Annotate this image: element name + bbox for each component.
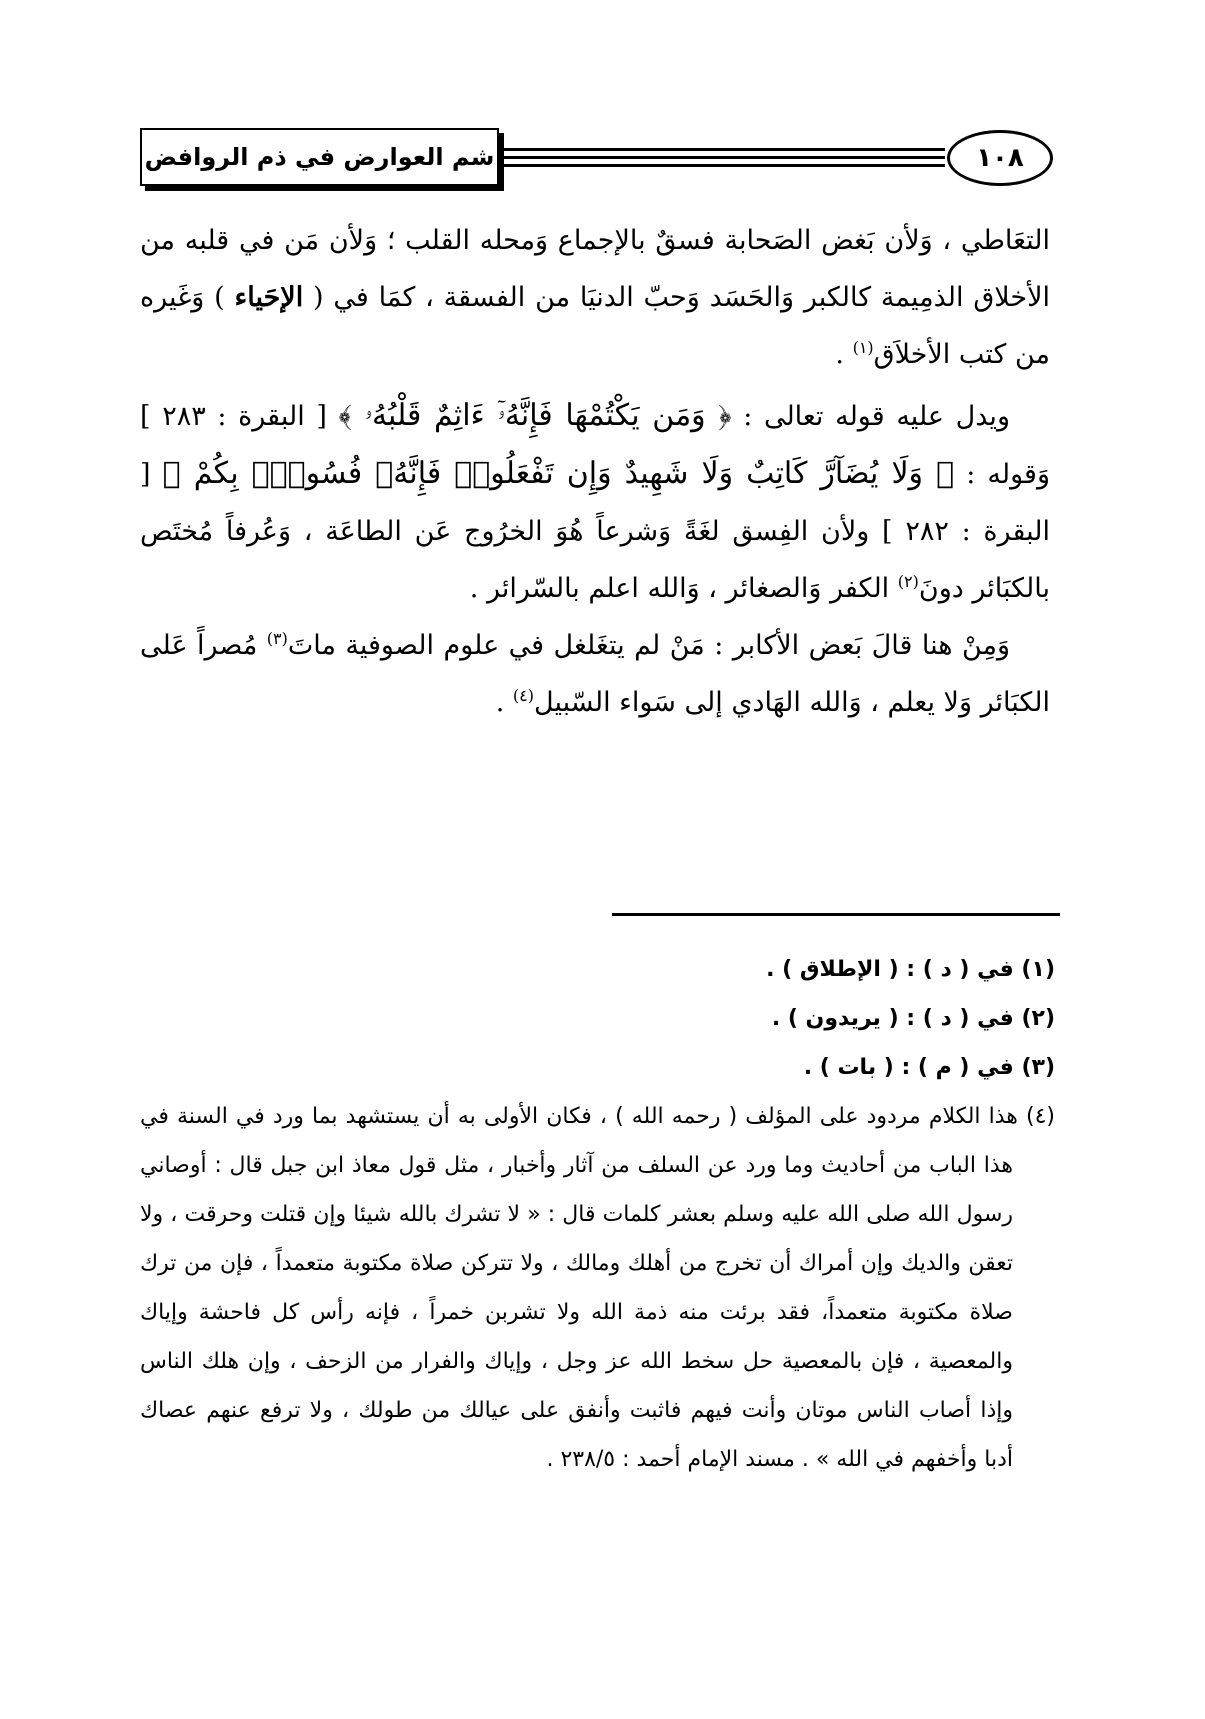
main-text (140, 212, 1050, 731)
quran-verse: ﴿ وَلَا يُضَآرَّ كَاتِبٌ وَلَا شَهِيدٌ وَإِن تَفْعَلُوا۟ فَإِنَّهُۥ فُسُوقٌۢ بِكُمْ ﴾ (162, 456, 955, 491)
footnote: (٣) في ( م ) : ( بات ) . (803, 1055, 1055, 1080)
paragraph-text: [ البقرة : ٢٨٣ ] وَقوله : (140, 401, 1050, 490)
footnote: (١) في ( د ) : ( الإطلاق ) . (766, 957, 1055, 982)
header-rule (500, 148, 945, 151)
header-rule (500, 156, 945, 159)
paragraph-text: الكفر وَالصغائر ، وَالله اعلم بالسّرائر . (469, 573, 898, 604)
paragraph (140, 387, 1050, 617)
paragraph-text: التعَاطي ، وَلأن بَغض الصَحابة فسقٌ بالإجماع وَمحله القلب ؛ وَلأن مَن في قلبه من الأخلاق الذمِيمة كالكبر وَالحَسَد وَحبّ الدنيَا من الفسقة ، كمَا في ( (140, 225, 1050, 313)
footnote-marker: (٢) (897, 572, 919, 591)
paragraph-text: وَمِنْ هنا قالَ بَعض الأكابر : مَنْ لم يتغَلغل في علوم الصوفية ماتَ (287, 630, 1010, 661)
paragraph (140, 212, 1050, 383)
footnotes (140, 945, 1055, 1484)
book-title: الإحَياء (234, 282, 304, 313)
footnote: (٤) هذا الكلام مردود على المؤلف ( رحمه الله ) ، فكان الأولى به أن يستشهد بما ورد في السنة في هذا الباب من أحاديث وما ورد عن السلف من آثار وأخبار ، مثل قول معاذ ابن جبل قال : أوصاني رسول الله صلى الله عليه وسلم بعشر كلمات قال : « لا تشرك بالله شيئا وإن قتلت وحرقت ، ولا تعقن والديك وإن أمراك أن تخرج من أهلك ومالك ، ولا تتركن صلاة مكتوبة متعمداً ، فإن من ترك صلاة مكتوبة متعمداً، فقد برئت منه ذمة الله ولا تشربن خمراً ، فإنه رأس كل فاحشة وإياك والمعصية ، فإن بالمعصية حل سخط الله عز وجل ، وإياك والفرار من الزحف ، وإن هلك الناس وإذا أصاب الناس موتان وأنت فيهم فاثبت وأنفق على عيالك من طولك ، ولا ترفع عنهم عصاك أدبا وأخفهم في الله » . مسند الإمام أحمد : ٢٣٨/٥ . (140, 1104, 1055, 1472)
paragraph-text: مُصراً عَلى الكبَائر وَلا يعلم ، وَالله الهَادي إلى سَواء السّبيل (140, 630, 1050, 718)
footnote-separator (612, 913, 1060, 916)
footnote-marker: (١) (852, 338, 874, 357)
page-header (140, 128, 1065, 188)
paragraph-text: . (495, 687, 513, 718)
footnote-marker: (٣) (266, 629, 288, 648)
footnote: (٢) في ( د ) : ( يريدون ) . (771, 1006, 1055, 1031)
running-title: شم العوارض في ذم الروافض (140, 128, 499, 186)
paragraph-text: [ البقرة : ٢٨٢ ] ولأن الفِسق لغَةً وَشرعاً هُوَ الخرُوج عَن الطاعَة ، وَعُرفاً مُختَص بالكبَائر دونَ (140, 459, 1050, 604)
paragraph-text: ) وَغَيره من كتب الأخلاَق (140, 282, 1050, 370)
paragraph-text: . (835, 339, 853, 370)
paragraph (140, 617, 1050, 731)
header-rule (500, 164, 945, 167)
footnote-marker: (٤) (512, 686, 535, 705)
page-number: ١٠٨ (947, 130, 1053, 186)
paragraph-text: ويدل عليه قوله تعالى : (731, 401, 1010, 432)
quran-verse: ﴿ وَمَن يَكْتُمْهَا فَإِنَّهُۥٓ ءَاثِمٌ قَلْبُهُۥ ﴾ (338, 398, 732, 433)
